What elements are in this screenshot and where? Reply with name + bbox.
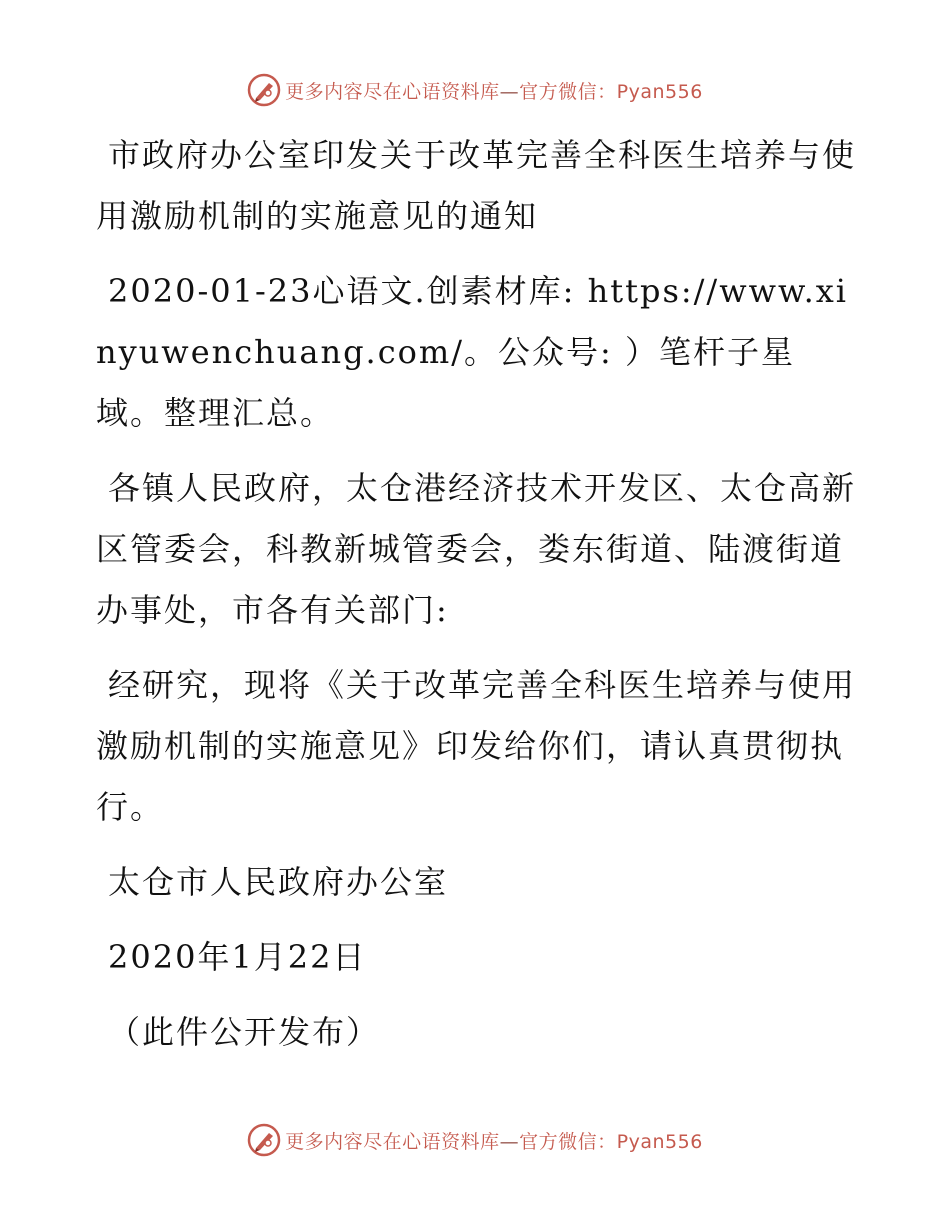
document-content bbox=[96, 125, 856, 1077]
issuer-line: 太仓市人民政府办公室 bbox=[108, 863, 449, 901]
date-line: 2020年1月22日 bbox=[108, 938, 367, 976]
document-meta: 2020-01-23心语文.创素材库: https://www.xinyuwenchuang.com/。公众号: ）笔杆子星域。整理汇总。 bbox=[96, 272, 849, 432]
pen-logo-icon bbox=[247, 1123, 281, 1157]
recipients-paragraph: 各镇人民政府，太仓港经济技术开发区、太仓高新区管委会，科教新城管委会，娄东街道、陆渡街道办事处，市各有关部门: bbox=[96, 469, 857, 629]
banner-text: 更多内容尽在心语资料库—官方微信：Pyan556 bbox=[285, 1130, 703, 1153]
document-title: 市政府办公室印发关于改革完善全科医生培养与使用激励机制的实施意见的通知 bbox=[96, 136, 857, 235]
body-paragraph: 经研究，现将《关于改革完善全科医生培养与使用激励机制的实施意见》印发给你们，请认真贯彻执行。 bbox=[96, 666, 857, 826]
pen-logo-icon bbox=[247, 73, 281, 107]
header-banner bbox=[0, 70, 950, 110]
banner-text: 更多内容尽在心语资料库—官方微信：Pyan556 bbox=[285, 80, 703, 103]
publication-note: （此件公开发布） bbox=[108, 1013, 381, 1051]
footer-banner bbox=[0, 1120, 950, 1160]
